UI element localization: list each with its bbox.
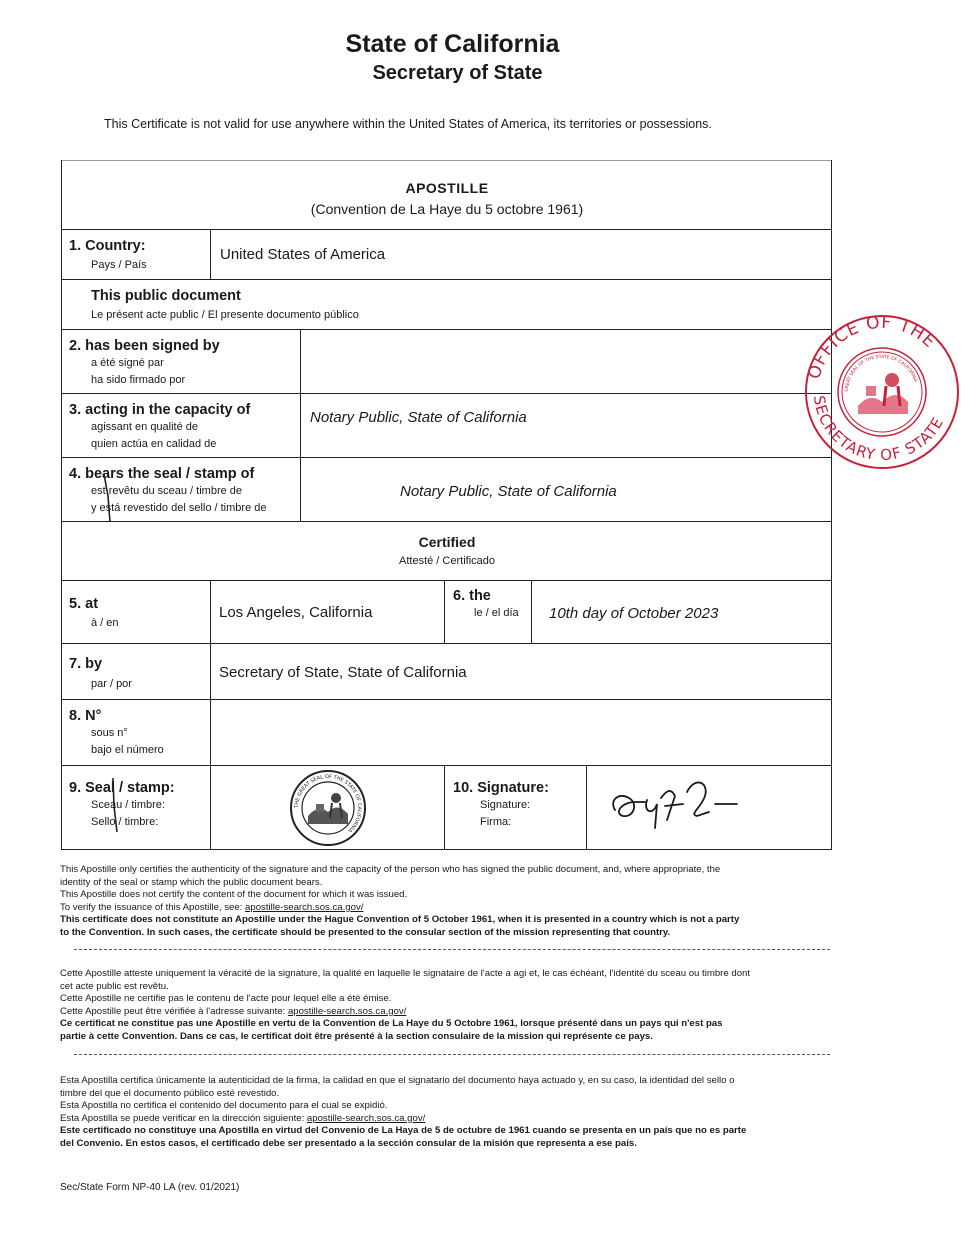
country-sublabel: Pays / País [91, 259, 147, 271]
convention-subheading: (Convention de La Haye du 5 octobre 1961) [310, 201, 584, 217]
signed-by-sublabel-fr: a été signé par [91, 357, 164, 369]
seal-of-sublabel-fr: est revêtu du sceau / timbre de [91, 485, 243, 497]
svg-text:THE GREAT SEAL OF THE STATE OF: THE GREAT SEAL OF THE STATE OF CALIFORNIA [293, 773, 363, 834]
by-value: Secretary of State, State of California [219, 664, 467, 681]
public-document-label: This public document [91, 288, 241, 304]
seal-of-sublabel-es: y está revestido del sello / timbre de [91, 502, 267, 514]
english-verify-link[interactable]: apostille-search.sos.ca.gov/ [245, 901, 364, 913]
country-value: United States of America [220, 246, 386, 263]
french-disclaimer: Cette Apostille atteste uniquement la véracité de la signature, la qualité en laquelle le signataire de l'acte a agi et, le cas échéant, l'identité du sceau ou timbre dont cet acte public est revêtu. Cette Apostille ne certifie pas le contenu de l'acte pour lequel elle a été émise. Cette Apostille peut être vérifiée à l'adresse suivante: apostille-search.sos.ca.gov/ Ce certificat ne constitue pas une Apostille en vertu de la Convention de La Haye du 5 Octobre 1961, lorsque présenté dans un pays qui n'est pas partie à cette Convention. Dans ce cas, le certificat doit être présenté à la section consulaire de la mission qui représente ce pays. [60, 968, 751, 1042]
by-sublabel: par / por [91, 678, 132, 690]
certified-heading: Certified [418, 534, 476, 550]
divider [74, 1054, 830, 1055]
number-sublabel-fr: sous n° [91, 727, 128, 739]
date-sublabel: le / el día [474, 607, 519, 619]
svg-text:SECRETARY OF STATE: SECRETARY OF STATE [809, 394, 948, 465]
form-identifier: Sec/State Form NP-40 LA (rev. 01/2021) [60, 1182, 240, 1193]
capacity-value: Notary Public, State of California [310, 409, 527, 426]
country-label: 1. Country: [69, 238, 146, 254]
capacity-label: 3. acting in the capacity of [69, 402, 251, 418]
signature-label: 10. Signature: [453, 780, 549, 796]
page-title: State of California [345, 30, 560, 58]
number-sublabel-es: bajo el número [91, 744, 164, 756]
divider [74, 949, 830, 950]
seal-of-value: Notary Public, State of California [400, 483, 617, 500]
at-value: Los Angeles, California [219, 604, 373, 621]
signature-sublabel-es: Firma: [480, 816, 512, 828]
apostille-heading: APOSTILLE [405, 180, 489, 196]
secretary-of-state-stamp [800, 310, 964, 480]
capacity-sublabel-fr: agissant en qualité de [91, 421, 199, 433]
validity-notice: This Certificate is not valid for use anywhere within the United States of America, its territories or possessions. [104, 117, 712, 131]
public-document-sublabel: Le présent acte public / El presente documento público [91, 309, 359, 321]
capacity-sublabel-es: quien actúa en calidad de [91, 438, 217, 450]
by-label: 7. by [69, 656, 103, 672]
page-subtitle: Secretary of State [372, 62, 543, 84]
svg-text:OFFICE OF THE: OFFICE OF THE [804, 312, 940, 382]
signed-by-label: 2. has been signed by [69, 338, 220, 354]
at-label: 5. at [69, 596, 99, 612]
great-seal-emblem [288, 768, 368, 848]
spanish-verify-link[interactable]: apostille-search.sos.ca.gov/ [306, 1112, 426, 1124]
svg-text:GREAT SEAL OF THE STATE OF CAL: GREAT SEAL OF THE STATE OF CALIFORNIA [844, 354, 918, 393]
seal-stamp-label: 9. Seal / stamp: [69, 780, 175, 796]
signed-by-sublabel-es: ha sido firmado por [91, 374, 186, 386]
date-value: 10th day of October 2023 [549, 605, 719, 622]
handwritten-signature [605, 770, 755, 840]
certified-subheading: Attesté / Certificado [399, 555, 495, 567]
number-label: 8. N° [69, 708, 102, 724]
english-disclaimer: This Apostille only certifies the authenticity of the signature and the capacity of the person who has signed the public document, and, where appropriate, the identity of the seal or stamp which the public document bears. This Apostille does not certify the content of the document for which it was issued. To verify the issuance of this Apostille, see: apostille-search.sos.ca.gov/ This certificate does not constitute an Apostille under the Hague Convention of 5 October 1961, when it is presented in a country which is not a party to the Convention. In such cases, the certificate should be presented to the consular section of the mission representing that country. [60, 864, 740, 938]
french-verify-link[interactable]: apostille-search.sos.ca.gov/ [287, 1005, 407, 1017]
seal-stamp-sublabel-es: Sello / timbre: [91, 816, 159, 828]
pen-mark [96, 470, 126, 530]
seal-of-label: 4. bears the seal / stamp of [69, 466, 255, 482]
signature-sublabel-fr: Signature: [480, 799, 531, 811]
pen-mark-2 [105, 776, 125, 836]
at-sublabel: à / en [91, 617, 119, 629]
seal-stamp-sublabel-fr: Sceau / timbre: [91, 799, 165, 811]
date-label: 6. the [453, 588, 491, 604]
spanish-disclaimer: Esta Apostilla certifica únicamente la autenticidad de la firma, la calidad en que el signatario del documento haya actuado y, en su caso, la identidad del sello o timbre del que el documento público esté revestido. Esta Apostilla no certifica el contenido del documento para el cual se expidió. Esta Apostilla se puede verificar en la dirección siguiente: apostille-search.sos.ca.gov/ Este certificado no constituye una Apostilla en virtud del Convenio de La Haya de 5 de octubre de 1961 cuando se presenta en un país que no es parte del Convenio. En estos casos, el certificado debe ser presentado a la sección consular de la misión que representa a ese país. [60, 1075, 747, 1149]
